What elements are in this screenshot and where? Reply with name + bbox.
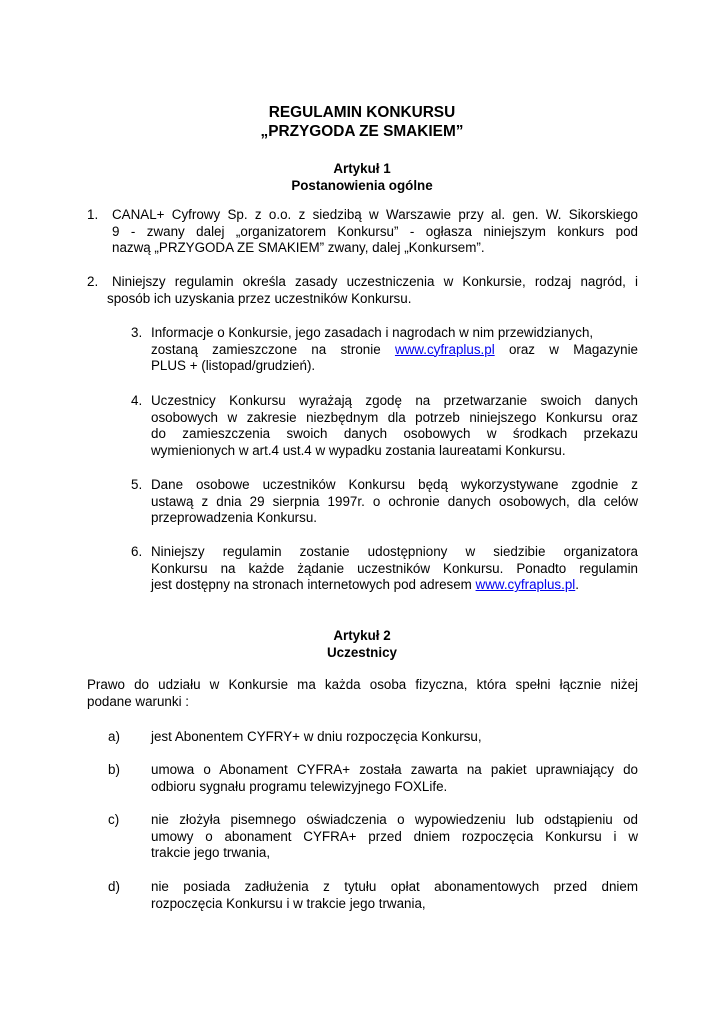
article1-item5-line1: Dane osobowe uczestników Konkursu będą wykorzystywane zgodnie z <box>151 477 638 492</box>
article1-label: Artykuł 1 <box>333 161 391 176</box>
article1-item6-line2: Konkursu na każde żądanie uczestników Konkursu. Ponadto regulamin <box>151 560 638 576</box>
article1-item5-text <box>151 477 638 527</box>
article2-subtitle: Uczestnicy <box>327 645 397 660</box>
condition-b-text <box>151 762 638 795</box>
condition-c-text <box>151 812 638 862</box>
article1-item5-line3: przeprowadzenia Konkursu. <box>151 510 317 526</box>
article1-item4-text <box>151 393 638 459</box>
article1-item1-line3: nazwą „PRZYGODA ZE SMAKIEM” zwany, dalej „Konkursem”. <box>112 240 485 256</box>
condition-b-line1: umowa o Abonament CYFRA+ została zawarta na pakiet uprawniający do <box>151 762 638 777</box>
condition-a-text <box>151 729 638 746</box>
article1-item3-line3: PLUS + (listopad/grudzień). <box>151 358 316 374</box>
article1-item5-number: 5. <box>131 477 143 492</box>
condition-d-line1: nie posiada zadłużenia z tytułu opłat abonamentowych przed dniem <box>151 879 638 894</box>
condition-d-line2: rozpoczęcia Konkursu i w trakcie jego trwania, <box>151 895 426 911</box>
article1-item4-line1: Uczestnicy Konkursu wyrażają zgodę na przetwarzanie swoich danych <box>151 393 638 408</box>
article2-intro-line1: Prawo do udziału w Konkursie ma każda osoba fizyczna, która spełni łącznie niżej <box>87 677 638 692</box>
article1-item6-line3-before: jest dostępny na stronach internetowych pod adresem <box>151 577 476 593</box>
article2-label: Artykuł 2 <box>333 628 391 643</box>
article1-item6-line3 <box>151 577 638 594</box>
article1-item3-line2-before: zostaną zamieszczone na stronie <box>151 341 395 357</box>
document-title-line1: REGULAMIN KONKURSU <box>268 104 456 121</box>
condition-b-letter: b) <box>108 762 120 777</box>
article1-item5-line2: ustawą z dnia 29 sierpnia 1997r. o ochronie danych osobowych, dla celów <box>151 493 638 509</box>
article1-item3-text <box>151 325 638 375</box>
condition-d-letter: d) <box>108 879 120 894</box>
article1-item2-line1: Niniejszy regulamin określa zasady uczestniczenia w Konkursie, rodzaj nagród, i <box>112 274 638 289</box>
article2-intro <box>87 677 638 710</box>
condition-c-letter: c) <box>108 812 120 827</box>
article1-item4-line3: do zamieszczenia swoich danych osobowych w środkach przekazu <box>151 426 638 442</box>
article1-item6-text <box>151 544 638 594</box>
condition-c-line3: trakcie jego trwania, <box>151 845 271 861</box>
article1-item6-line3-after: . <box>575 577 579 593</box>
article1-item3-number: 3. <box>131 325 143 340</box>
article1-item2-line2: sposób ich uzyskania przez uczestników Konkursu. <box>107 290 412 306</box>
article1-subtitle: Postanowienia ogólne <box>291 178 433 193</box>
article1-item6-number: 6. <box>131 544 143 559</box>
article1-item2-text <box>107 274 638 307</box>
article1-item1-line2: 9 - zwany dalej „organizatorem Konkursu” - ogłasza niniejszym konkurs pod <box>112 223 638 239</box>
condition-d-text <box>151 879 638 912</box>
article1-item4-line4: wymienionych w art.4 ust.4 w wypadku zostania laureatami Konkursu. <box>151 442 566 458</box>
article1-item6-line1: Niniejszy regulamin zostanie udostępniony w siedzibie organizatora <box>151 544 638 559</box>
article1-item4-number: 4. <box>131 393 143 408</box>
condition-c-line2: umowy o abonament CYFRA+ przed dniem rozpoczęcia Konkursu i w <box>151 828 638 844</box>
condition-a-letter: a) <box>108 729 120 744</box>
cyfraplus-link[interactable]: www.cyfraplus.pl <box>475 577 576 593</box>
article1-item1-number: 1. <box>87 207 99 222</box>
article1-item3-line1: Informacje o Konkursie, jego zasadach i nagrodach w nim przewidzianych, <box>151 325 594 340</box>
article1-item3-line2 <box>151 342 638 359</box>
condition-b-line2: odbioru sygnału programu telewizyjnego FOXLife. <box>151 778 448 794</box>
article1-item1-text <box>112 207 638 257</box>
document-title-line2: „PRZYGODA ZE SMAKIEM” <box>260 123 464 140</box>
article1-item1-line1: CANAL+ Cyfrowy Sp. z o.o. z siedzibą w Warszawie przy al. gen. W. Sikorskiego <box>112 207 638 222</box>
article1-item2-number: 2. <box>87 274 99 289</box>
cyfraplus-link[interactable]: www.cyfraplus.pl <box>394 341 495 357</box>
article2-intro-line2: podane warunki : <box>87 693 189 709</box>
article1-item3-line2-after: oraz w Magazynie <box>494 341 638 357</box>
condition-c-line1: nie złożyła pisemnego oświadczenia o wypowiedzeniu lub odstąpieniu od <box>151 812 638 827</box>
condition-a-line1: jest Abonentem CYFRY+ w dniu rozpoczęcia Konkursu, <box>151 729 482 744</box>
article1-item4-line2: osobowych w zakresie niezbędnym dla potrzeb niniejszego Konkursu oraz <box>151 409 638 425</box>
